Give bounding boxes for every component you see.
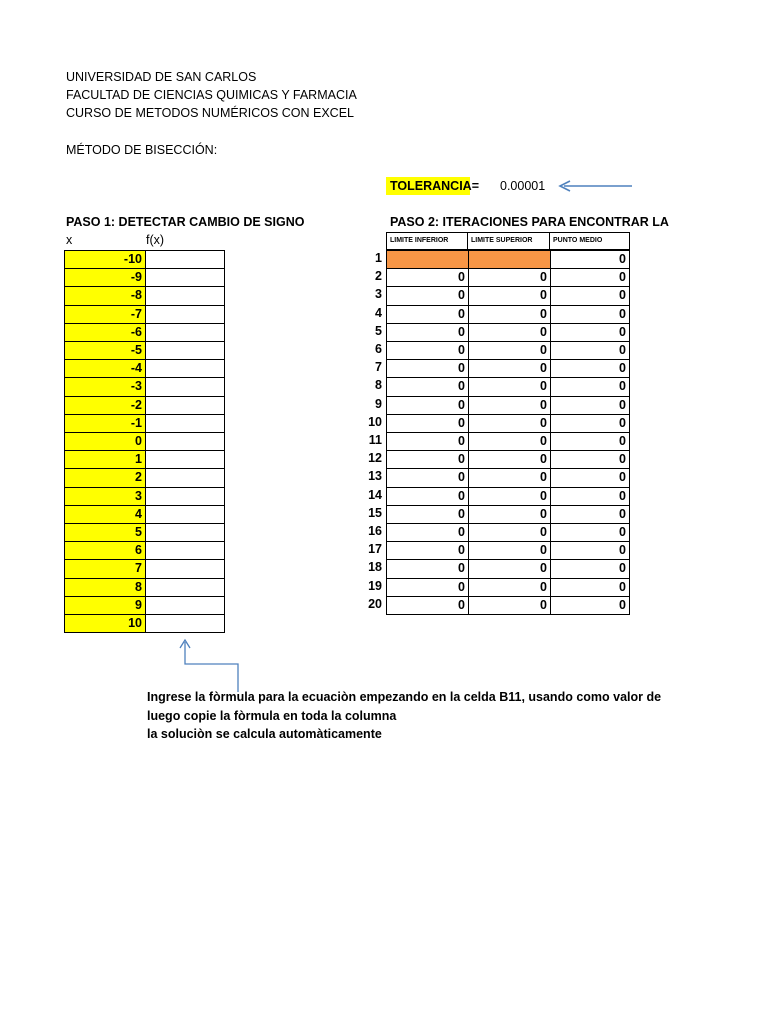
fx-cell[interactable] [145,396,225,414]
x-value-cell[interactable]: -10 [64,250,145,268]
limite-superior-cell[interactable]: 0 [468,341,550,359]
iteration-number: 8 [375,378,382,393]
x-row [64,396,225,414]
x-value-cell[interactable]: 6 [64,541,145,559]
x-row [64,341,225,359]
x-row [64,377,225,395]
step2-title: PASO 2: ITERACIONES PARA ENCONTRAR LA [390,215,669,229]
iteration-number: 9 [375,396,382,411]
x-value-cell[interactable]: 1 [64,450,145,468]
iteration-number: 5 [375,323,382,338]
iteration-number: 14 [368,487,382,502]
iteration-number: 4 [375,305,382,320]
x-row [64,432,225,450]
fx-cell[interactable] [145,614,225,632]
x-value-cell[interactable]: -5 [64,341,145,359]
header-punto-medio: PUNTO MEDIO [550,232,630,250]
limite-inferior-cell[interactable]: 0 [386,432,468,450]
limite-inferior-cell[interactable]: 0 [386,396,468,414]
fx-cell[interactable] [145,505,225,523]
limite-inferior-cell[interactable]: 0 [386,468,468,486]
note-line-2: luego copie la fòrmula en toda la columna [147,709,397,723]
note-line-1: Ingrese la fòrmula para la ecuaciòn empezando en la celda B11, usando como valor de [147,690,662,704]
iteration-number: 13 [368,469,382,484]
x-row [64,596,225,614]
limite-inferior-cell[interactable]: 0 [386,559,468,577]
limite-superior-cell[interactable]: 0 [468,359,550,377]
limite-inferior-cell[interactable]: 0 [386,305,468,323]
x-row [64,523,225,541]
punto-medio-cell[interactable]: 0 [550,341,630,359]
iteration-number: 15 [368,505,382,520]
iteration-number: 20 [368,596,382,611]
x-row [64,305,225,323]
limite-inferior-cell[interactable]: 0 [386,414,468,432]
iteration-number: 1 [375,251,382,265]
limite-inferior-cell[interactable]: 0 [386,268,468,286]
limite-inferior-cell[interactable]: 0 [386,286,468,304]
header-limite-superior: LIMITE SUPERIOR [468,232,550,250]
punto-medio-cell[interactable]: 0 [550,359,630,377]
limite-inferior-cell[interactable]: 0 [386,377,468,395]
limite-superior-cell[interactable]: 0 [468,414,550,432]
limite-superior-cell[interactable]: 0 [468,578,550,596]
fx-cell[interactable] [145,432,225,450]
punto-medio-cell[interactable]: 0 [550,268,630,286]
limite-superior-cell[interactable]: 0 [468,377,550,395]
iteration-number: 7 [375,360,382,375]
limite-superior-cell[interactable]: 0 [468,596,550,614]
fx-cell[interactable] [145,323,225,341]
punto-medio-cell[interactable]: 0 [550,468,630,486]
x-value-cell[interactable]: -3 [64,377,145,395]
fx-cell[interactable] [145,268,225,286]
x-value-cell[interactable]: -2 [64,396,145,414]
punto-medio-cell[interactable]: 0 [550,396,630,414]
iteration-number: 6 [375,342,382,356]
fx-cell[interactable] [145,523,225,541]
tolerance-arrow-icon [556,178,634,194]
limite-superior-cell[interactable]: 0 [468,305,550,323]
limite-inferior-cell[interactable]: 0 [386,323,468,341]
limite-inferior-cell[interactable]: 0 [386,487,468,505]
limite-superior-cell[interactable]: 0 [468,468,550,486]
limite-superior-cell[interactable]: 0 [468,268,550,286]
x-row [64,323,225,341]
fx-cell[interactable] [145,559,225,577]
x-value-cell[interactable]: -4 [64,359,145,377]
fx-cell[interactable] [145,286,225,304]
limite-inferior-cell[interactable]: 0 [386,541,468,559]
step1-title: PASO 1: DETECTAR CAMBIO DE SIGNO [66,215,305,229]
x-value-cell[interactable]: -9 [64,268,145,286]
iteration-number: 10 [368,414,382,429]
fx-cell[interactable] [145,341,225,359]
iteration-number: 12 [368,451,382,466]
fx-cell[interactable] [145,250,225,268]
note-line-3: la soluciòn se calcula automàticamente [147,727,382,741]
x-value-cell[interactable]: 7 [64,559,145,577]
x-row [64,268,225,286]
limite-inferior-cell[interactable]: 0 [386,341,468,359]
header-university: UNIVERSIDAD DE SAN CARLOS [66,70,257,84]
x-row [64,359,225,377]
limite-inferior-cell[interactable]: 0 [386,505,468,523]
fx-column-header: f(x) [146,233,165,247]
x-row [64,578,225,596]
iteration-number: 19 [368,578,382,593]
x-row [64,286,225,304]
limite-superior-cell[interactable]: 0 [468,523,550,541]
fx-cell[interactable] [145,305,225,323]
x-value-cell[interactable]: 9 [64,596,145,614]
x-row [64,541,225,559]
x-value-cell[interactable]: 8 [64,578,145,596]
punto-medio-cell[interactable]: 0 [550,487,630,505]
x-table-bottom-border [64,632,225,633]
tolerance-value[interactable]: 0.00001 [500,179,546,193]
limite-superior-cell[interactable]: 0 [468,541,550,559]
punto-medio-cell[interactable]: 0 [550,578,630,596]
fx-cell[interactable] [145,468,225,486]
x-value-cell[interactable]: -8 [64,286,145,304]
limite-superior-cell[interactable]: 0 [468,505,550,523]
iterations-table-bottom-border [386,614,630,615]
x-row [64,505,225,523]
x-row [64,559,225,577]
fx-cell[interactable] [145,541,225,559]
formula-arrow-icon [176,636,246,696]
limite-superior-cell[interactable]: 0 [468,432,550,450]
x-value-cell[interactable]: -7 [64,305,145,323]
limite-inferior-cell[interactable]: 0 [386,578,468,596]
x-row [64,487,225,505]
x-value-cell[interactable]: 5 [64,523,145,541]
limite-superior-cell[interactable]: 0 [468,323,550,341]
tolerance-label: TOLERANCIA= [386,177,470,195]
punto-medio-cell[interactable]: 0 [550,559,630,577]
x-value-cell[interactable]: 0 [64,432,145,450]
punto-medio-cell[interactable]: 0 [550,596,630,614]
x-row [64,250,225,268]
punto-medio-cell[interactable]: 0 [550,377,630,395]
x-value-cell[interactable]: 2 [64,468,145,486]
limite-superior-cell[interactable]: 0 [468,286,550,304]
fx-cell[interactable] [145,377,225,395]
header-course: CURSO DE METODOS NUMÉRICOS CON EXCEL [66,106,355,120]
punto-medio-cell[interactable]: 0 [550,286,630,304]
punto-medio-cell[interactable]: 0 [550,505,630,523]
iteration-number: 16 [368,524,382,538]
header-limite-inferior: LIMITE INFERIOR [386,232,468,250]
limite-inferior-cell[interactable]: 0 [386,450,468,468]
punto-medio-cell[interactable]: 0 [550,305,630,323]
fx-cell[interactable] [145,359,225,377]
x-row [64,450,225,468]
limite-inferior-cell[interactable]: 0 [386,596,468,614]
x-value-cell[interactable]: -6 [64,323,145,341]
method-title: MÉTODO DE BISECCIÓN: [66,143,218,157]
punto-medio-cell[interactable]: 0 [550,414,630,432]
fx-cell[interactable] [145,596,225,614]
fx-cell[interactable] [145,487,225,505]
x-value-cell[interactable]: -1 [64,414,145,432]
limite-inferior-cell[interactable]: 0 [386,359,468,377]
x-column-header: x [66,233,73,247]
limite-inferior-cell[interactable]: 0 [386,523,468,541]
x-row [64,414,225,432]
x-value-cell[interactable]: 4 [64,505,145,523]
punto-medio-cell[interactable]: 0 [550,523,630,541]
iteration-number: 11 [368,433,382,447]
limite-superior-cell[interactable]: 0 [468,487,550,505]
limite-superior-cell[interactable]: 0 [468,396,550,414]
punto-medio-cell[interactable]: 0 [550,541,630,559]
punto-medio-cell[interactable]: 0 [550,323,630,341]
x-row [64,468,225,486]
x-value-cell[interactable]: 10 [64,614,145,632]
limite-superior-cell[interactable] [468,250,550,268]
limite-inferior-cell[interactable] [386,250,468,268]
punto-medio-cell[interactable]: 0 [550,432,630,450]
x-value-cell[interactable]: 3 [64,487,145,505]
iteration-number: 2 [375,269,382,284]
limite-superior-cell[interactable]: 0 [468,450,550,468]
header-faculty: FACULTAD DE CIENCIAS QUIMICAS Y FARMACIA [66,88,357,102]
fx-cell[interactable] [145,578,225,596]
fx-cell[interactable] [145,414,225,432]
punto-medio-cell[interactable]: 0 [550,250,630,268]
iteration-number: 17 [368,542,382,557]
x-row [64,614,225,632]
punto-medio-cell[interactable]: 0 [550,450,630,468]
iteration-number: 3 [375,287,382,302]
iteration-number: 18 [368,560,382,575]
limite-superior-cell[interactable]: 0 [468,559,550,577]
fx-cell[interactable] [145,450,225,468]
